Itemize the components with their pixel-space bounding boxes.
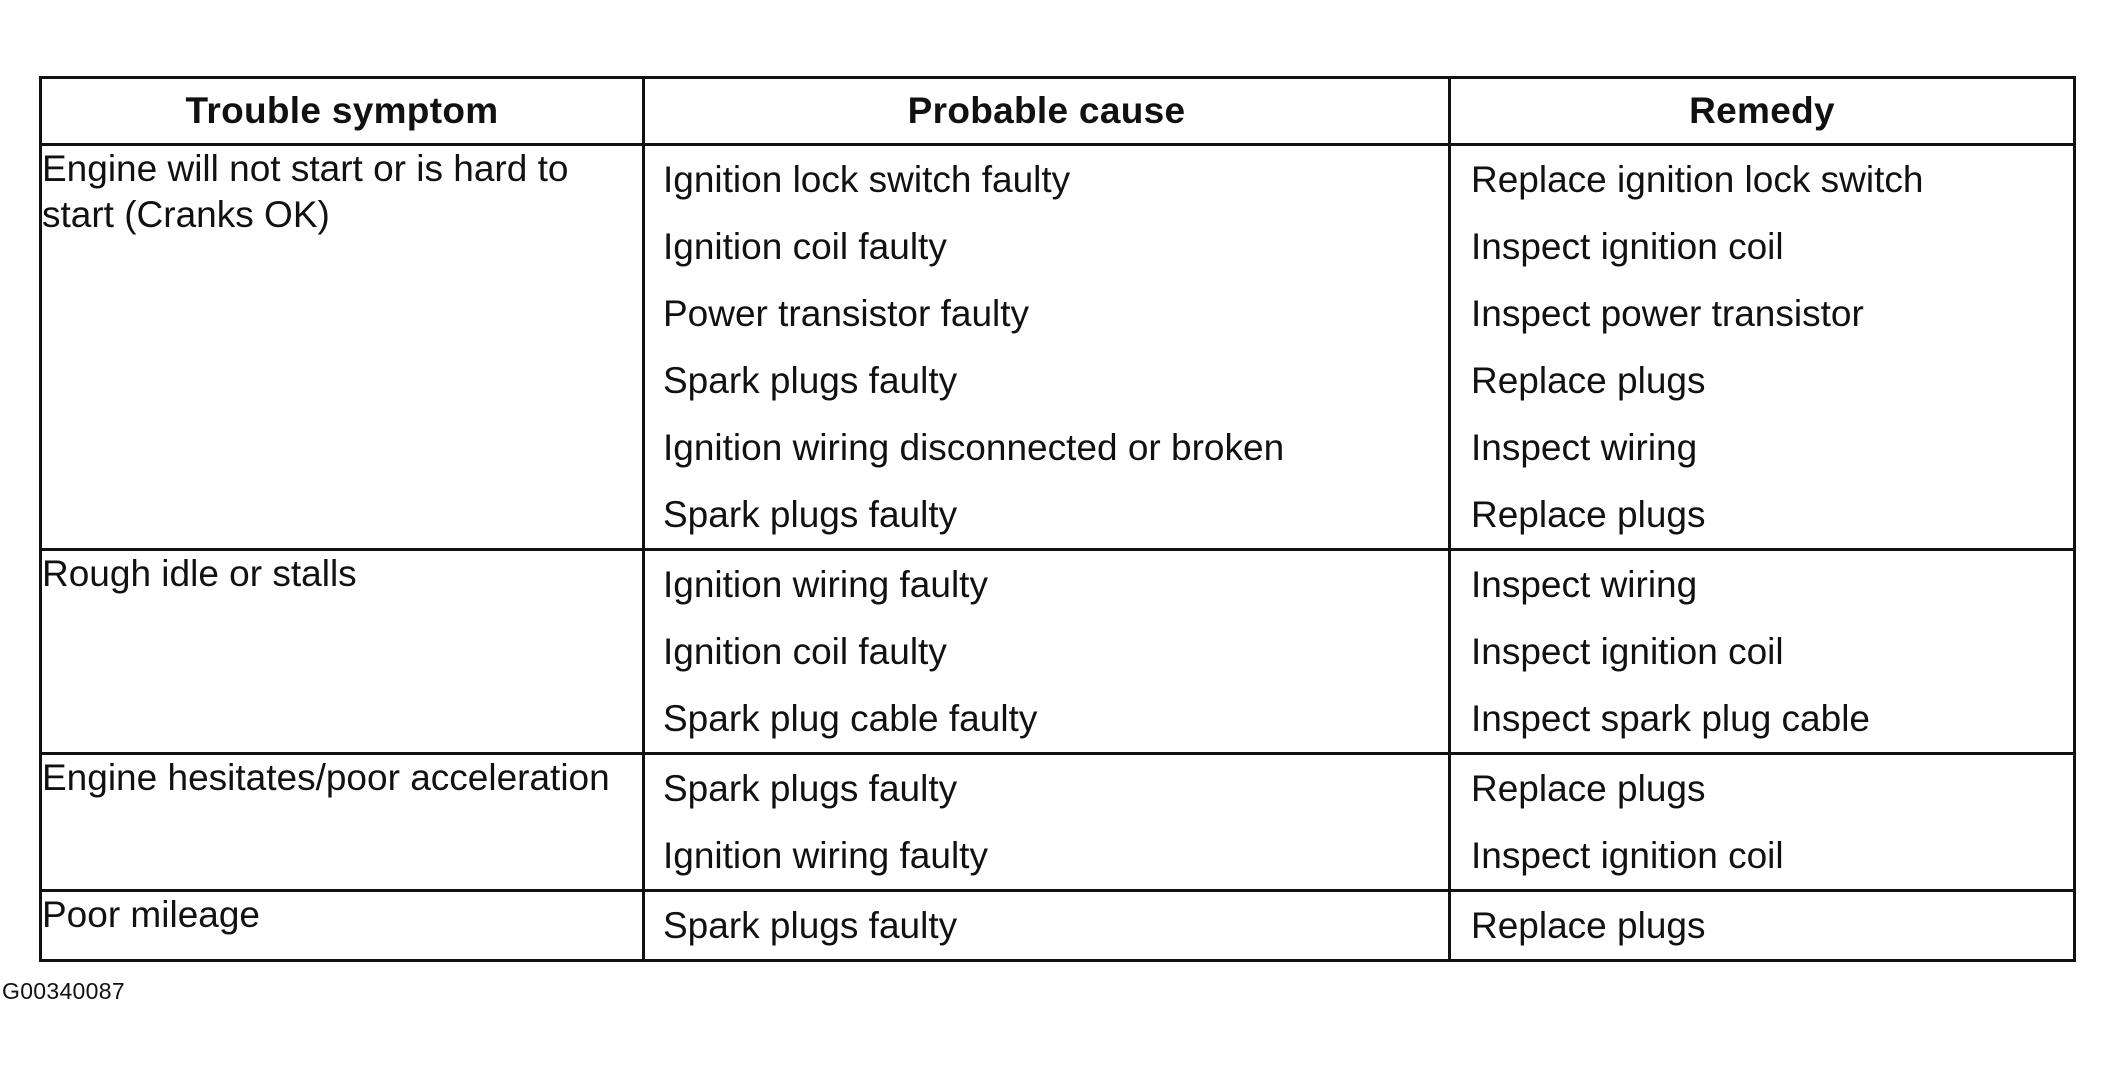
table-row — [41, 754, 2075, 891]
troubleshooting-table — [39, 76, 2076, 962]
figure-id-label: G00340087 — [2, 978, 125, 1004]
cause-item: Power transistor faulty — [663, 293, 1030, 334]
cause-cell — [644, 550, 1450, 754]
remedy-cell — [1450, 145, 2075, 550]
table-row — [41, 891, 2075, 961]
cause-item: Spark plugs faulty — [663, 768, 958, 809]
remedy-item: Replace plugs — [1471, 768, 1706, 809]
remedy-cell — [1450, 891, 2075, 961]
symptom-cell: Engine will not start or is hard to start (Cranks OK) — [41, 145, 644, 550]
remedy-item: Inspect wiring — [1471, 564, 1698, 605]
table-header-row — [41, 78, 2075, 145]
cause-item: Spark plugs faulty — [663, 905, 958, 946]
remedy-item: Replace plugs — [1471, 494, 1706, 535]
remedy-item: Inspect power transistor — [1471, 293, 1864, 334]
symptom-cell: Engine hesitates/poor acceleration — [41, 754, 644, 891]
remedy-item: Inspect ignition coil — [1471, 226, 1784, 267]
cause-item: Spark plugs faulty — [663, 360, 958, 401]
symptom-cell: Poor mileage — [41, 891, 644, 961]
remedy-item: Inspect wiring — [1471, 427, 1698, 468]
cause-item: Spark plug cable faulty — [663, 698, 1038, 739]
cause-item: Ignition lock switch faulty — [663, 159, 1071, 200]
cause-item: Ignition coil faulty — [663, 226, 947, 267]
cause-cell — [644, 145, 1450, 550]
table-row — [41, 145, 2075, 550]
cause-item: Ignition coil faulty — [663, 631, 947, 672]
remedy-item: Inspect spark plug cable — [1471, 698, 1871, 739]
remedy-item: Replace plugs — [1471, 360, 1706, 401]
remedy-item: Inspect ignition coil — [1471, 631, 1784, 672]
remedy-cell — [1450, 754, 2075, 891]
header-probable-cause: Probable cause — [644, 78, 1450, 145]
cause-item: Ignition wiring disconnected or broken — [663, 427, 1285, 468]
remedy-item: Replace plugs — [1471, 905, 1706, 946]
remedy-item: Inspect ignition coil — [1471, 835, 1784, 876]
header-remedy: Remedy — [1450, 78, 2075, 145]
cause-item: Ignition wiring faulty — [663, 835, 988, 876]
cause-item: Spark plugs faulty — [663, 494, 958, 535]
cause-cell — [644, 754, 1450, 891]
header-trouble-symptom: Trouble symptom — [41, 78, 644, 145]
remedy-item: Replace ignition lock switch — [1471, 159, 1924, 200]
cause-item: Ignition wiring faulty — [663, 564, 988, 605]
cause-cell — [644, 891, 1450, 961]
table-row — [41, 550, 2075, 754]
remedy-cell — [1450, 550, 2075, 754]
symptom-cell: Rough idle or stalls — [41, 550, 644, 754]
